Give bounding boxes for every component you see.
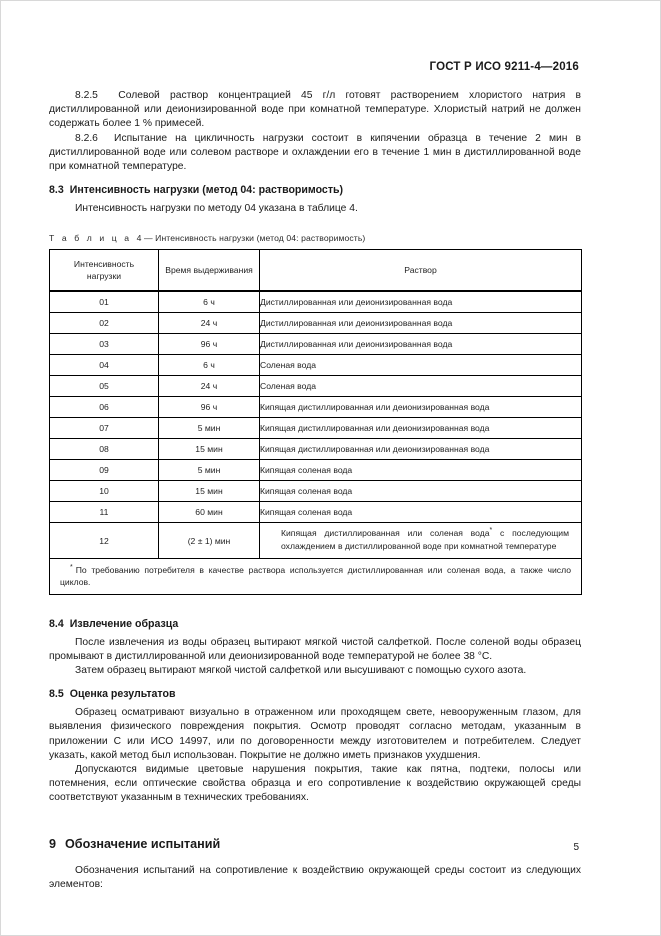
heading-section-9 (49, 836, 581, 852)
footnote-marker-icon: * (489, 527, 493, 535)
table-caption-dash: — (143, 233, 153, 244)
heading-8-5 (49, 687, 581, 701)
heading-8-4-number: 8.4 (49, 617, 64, 630)
heading-8-5-title: Оценка результатов (69, 688, 176, 701)
cell-time: 15 мин (159, 481, 260, 502)
table-row (50, 291, 582, 313)
cell-intensity: 11 (50, 502, 159, 523)
cell-solution: Дистиллированная или деионизированная вода (260, 313, 582, 334)
cell-time: 24 ч (159, 376, 260, 397)
intensity-table (49, 249, 582, 594)
page-number: 5 (573, 842, 579, 853)
table-row (50, 334, 582, 355)
table-footnote-cell (50, 558, 582, 594)
cell-intensity: 03 (50, 334, 159, 355)
table-row (50, 376, 582, 397)
footnote-asterisk-icon: * (70, 563, 73, 571)
cell-intensity: 06 (50, 397, 159, 418)
table-row (50, 481, 582, 502)
table-row (50, 397, 582, 418)
paragraph-8-5-1: Образец осматривают визуально в отраженном или проходящем свете, невооруженным глазом, для выявления физического повреждения покрытия. Осмотр проводят согласно методам, указанным в приложении С или ИСО 14997, или по договоренности между изготовителем и потребителем. Следует указать, какой метод был использован. Покрытие не должно иметь признаков ухудшения. (49, 707, 581, 761)
page-content (49, 89, 581, 892)
cell-intensity: 04 (50, 355, 159, 376)
cell-time: 60 мин (159, 502, 260, 523)
heading-8-3 (49, 183, 581, 197)
clause-8-2-6 (49, 132, 581, 175)
table-caption-number: 4 (136, 233, 142, 244)
cell-solution-with-footnote (260, 523, 582, 558)
cell-intensity: 09 (50, 460, 159, 481)
cell-time: 24 ч (159, 313, 260, 334)
cell-solution-text-part1: Кипящая дистиллированная или соленая вода (281, 528, 490, 539)
cell-solution: Кипящая соленая вода (260, 502, 582, 523)
table-caption-title: Интенсивность нагрузки (метод 04: растворимость) (155, 233, 366, 244)
clause-8-2-6-number: 8.2.6 (75, 132, 98, 144)
cell-time: 96 ч (159, 334, 260, 355)
cell-solution: Кипящая дистиллированная или деионизированная вода (260, 439, 582, 460)
heading-8-3-title: Интенсивность нагрузки (метод 04: растворимость) (69, 184, 344, 197)
table-footnote-text: По требованию потребителя в качестве раствора используется дистиллированная или соленая вода, а также число циклов. (60, 564, 571, 587)
paragraph-8-4-1: После извлечения из воды образец вытирают мягкой чистой салфеткой. После соленой воды образец промывают в дистиллированной или деионизированной воде температурой не более 38 °С. (49, 636, 581, 662)
table-header-time: Время выдерживания (159, 250, 260, 292)
cell-solution: Кипящая дистиллированная или деионизированная вода (260, 418, 582, 439)
table-header-intensity-line2: нагрузки (86, 271, 122, 282)
table-footnote-row (50, 558, 582, 594)
cell-time: 5 мин (159, 418, 260, 439)
cell-solution: Дистиллированная или деионизированная вода (260, 334, 582, 355)
table-head (50, 250, 582, 292)
cell-intensity: 05 (50, 376, 159, 397)
cell-intensity: 08 (50, 439, 159, 460)
heading-section-9-title: Обозначение испытаний (65, 836, 221, 851)
cell-time: 96 ч (159, 397, 260, 418)
cell-intensity: 07 (50, 418, 159, 439)
cell-time: 5 мин (159, 460, 260, 481)
clause-8-2-5 (49, 89, 581, 132)
paragraph-section-9: Обозначения испытаний на сопротивление к воздействию окружающей среды состоит из следующих элементов: (49, 864, 581, 890)
paragraph-8-5-2: Допускаются видимые цветовые нарушения покрытия, такие как пятна, подтеки, полосы или потемнения, если оптические свойства образца и его сопротивление к воздействию окружающей среды соответствуют указанным в технических требованиях. (49, 764, 581, 804)
table-body (50, 291, 582, 594)
heading-section-9-number: 9 (49, 836, 57, 851)
table-row-last (50, 523, 582, 558)
paragraph-8-3: Интенсивность нагрузки по методу 04 указана в таблице 4. (75, 203, 358, 215)
cell-intensity: 01 (50, 291, 159, 313)
table-header-solution: Раствор (260, 250, 582, 292)
heading-8-4 (49, 617, 581, 631)
table-row (50, 502, 582, 523)
cell-time: 6 ч (159, 355, 260, 376)
cell-solution: Соленая вода (260, 376, 582, 397)
clause-8-2-5-number: 8.2.5 (75, 90, 98, 101)
cell-time: 6 ч (159, 291, 260, 313)
cell-solution: Соленая вода (260, 355, 582, 376)
cell-intensity: 02 (50, 313, 159, 334)
paragraph-8-4-2: Затем образец вытирают мягкой чистой салфеткой или высушивают с помощью сухого азота. (75, 665, 527, 677)
heading-8-4-title: Извлечение образца (69, 617, 179, 630)
table-row (50, 460, 582, 481)
cell-solution: Кипящая соленая вода (260, 481, 582, 502)
cell-intensity: 12 (50, 523, 159, 558)
cell-solution: Дистиллированная или деионизированная вода (260, 291, 582, 313)
table-row (50, 418, 582, 439)
cell-intensity: 10 (50, 481, 159, 502)
page-header-standard-title: ГОСТ Р ИСО 9211-4—2016 (429, 61, 579, 73)
table-header-intensity-line1: Интенсивность (73, 259, 135, 270)
cell-solution-text-part2: с последующим охлаждением в дистиллированной воде при комнатной температуре (281, 528, 569, 552)
table-header-intensity (50, 250, 159, 292)
clause-8-2-6-text: Испытание на цикличность нагрузки состоит в кипячении образца в течение 2 мин в дистиллированной воде или солевом растворе и охлаждении его в течение 1 мин в дистиллированной воде при комнатной температуре. (49, 132, 582, 173)
table-row (50, 355, 582, 376)
table-caption (49, 233, 581, 243)
heading-8-3-number: 8.3 (49, 184, 64, 197)
cell-solution: Кипящая дистиллированная или деионизированная вода (260, 397, 582, 418)
cell-solution: Кипящая соленая вода (260, 460, 582, 481)
clause-8-2-5-text: Солевой раствор концентрацией 45 г/л готовят растворением хлористого натрия в дистиллированной или деионизированной воде при комнатной температуре. Хлористый натрий не должен содержать более 1 % примесей. (49, 90, 581, 130)
table-caption-label: Т а б л и ц а (49, 233, 132, 244)
cell-time: 15 мин (159, 439, 260, 460)
cell-time: (2 ± 1) мин (159, 523, 260, 558)
table-row (50, 313, 582, 334)
table-row (50, 439, 582, 460)
table-header-row (50, 250, 582, 292)
heading-8-5-number: 8.5 (49, 688, 64, 701)
